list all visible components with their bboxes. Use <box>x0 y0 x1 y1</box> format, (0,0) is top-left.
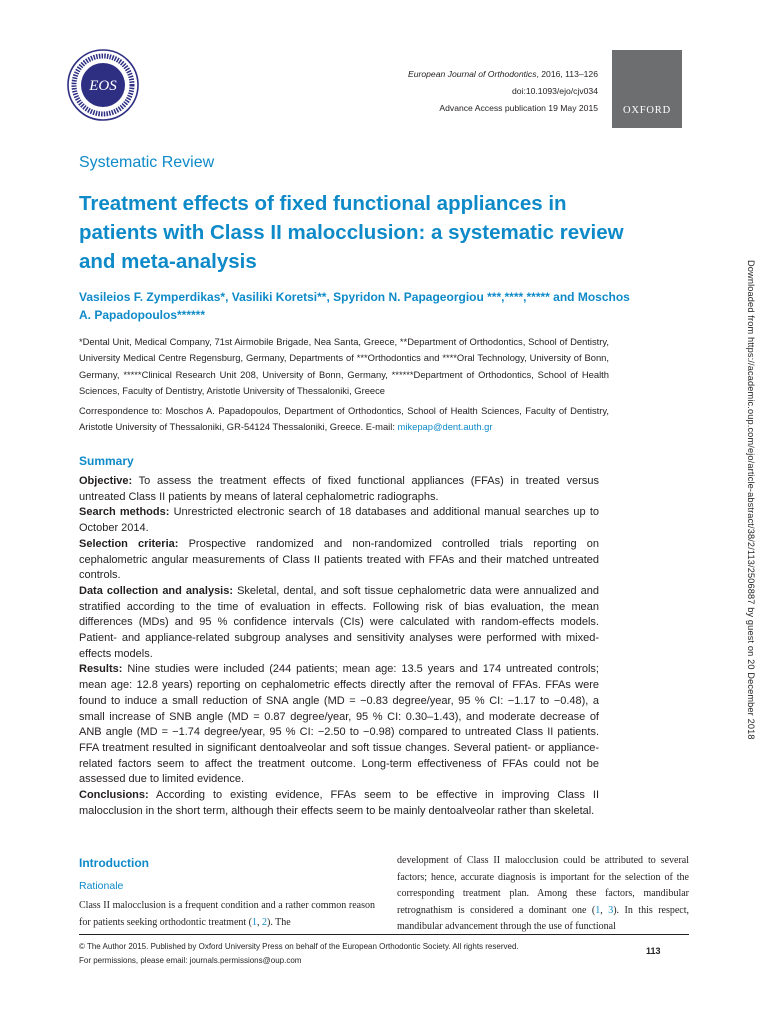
permissions: For permissions, please email: journals.permissions@oup.com <box>79 955 302 965</box>
col1-text-b: ). The <box>267 916 291 928</box>
col2-text-a: development of Class II malocclusion could be attributed to several factors; hence, accurate diagnosis is important for the selection of the corresponding treatment plan. Among these factors, mandibular retrognathism is considered a dominant one ( <box>397 855 689 916</box>
correspondence <box>79 403 609 436</box>
search-paragraph <box>79 505 599 536</box>
journal-volume-pages: , 2016, 113–126 <box>536 69 598 79</box>
results-label: Results: <box>79 663 123 676</box>
col2-text-b: ). In this respect, mandibular advancement through the use of functional <box>397 904 690 932</box>
data-paragraph <box>79 584 599 663</box>
publisher-name: OXFORD <box>623 105 671 116</box>
journal-name: European Journal of Orthodontics <box>407 69 537 79</box>
page-number: 113 <box>646 946 661 956</box>
download-note: Downloaded from https://academic.oup.com/ejo/article-abstract/38/2/113/2506887 by guest on 20 December 2018 <box>746 260 756 740</box>
objective-text: To assess the treatment effects of fixed functional appliances (FFAs) in treated versus untreated Class II patients by means of lateral cephalometric radiographs. <box>79 475 599 503</box>
objective-label: Objective: <box>79 475 133 487</box>
citation-link[interactable]: 3 <box>608 904 614 916</box>
correspondence-text: Correspondence to: Moschos A. Papadopoulos, Department of Orthodontics, School of Health Sciences, Faculty of Dentistry, Aristotle University of Thessaloniki, GR-54124 Thessaloniki, Greece. E-mail: <box>79 405 609 433</box>
col2-sep: , <box>600 904 609 916</box>
author-list: Vasileios F. Zymperdikas*, Vasiliki Koretsi**, Spyridon N. Papageorgiou ***,****,***** and Moschos A. Papadopoulos****** <box>79 290 630 322</box>
selection-text: Prospective randomized and non-randomized controlled trials reporting on cephalometric angular measurements of Class II patients treated with FFAs and their matched untreated controls. <box>79 537 599 582</box>
body-column-left <box>79 898 375 931</box>
journal-citation <box>238 66 598 117</box>
citation-link[interactable]: 2 <box>262 916 268 928</box>
objective-paragraph <box>79 474 599 505</box>
section-type: Systematic Review <box>79 154 215 171</box>
data-text: Skeletal, dental, and soft tissue cephalometric data were annualized and stratified according to the time of evaluation in effects. Following risk of bias evaluation, the mean differences (MDs) and 95 % confidence intervals (CIs) were calculated with random-effects models. Patient- and appliance-related subgroup analyses and sensitivity analyses were performed with mixed-effects models. <box>79 584 600 660</box>
citation-link[interactable]: 1 <box>252 916 258 928</box>
introduction-heading: Introduction <box>79 856 149 870</box>
summary-heading: Summary <box>79 454 134 468</box>
advance-access: Advance Access publication 19 May 2015 <box>439 103 598 113</box>
conclusions-label: Conclusions: <box>79 789 149 802</box>
citation-link[interactable]: 1 <box>595 904 601 916</box>
selection-label: Selection criteria: <box>79 537 179 550</box>
article-title: Treatment effects of fixed functional appliances in patients with Class II malocclusion: a systematic review and meta-analysis <box>79 192 624 273</box>
footer <box>79 940 519 967</box>
conclusions-text: According to existing evidence, FFAs seem to be effective in improving Class II malocclusion in the short term, although their effects seem to be mainly dentoalveolar rather than skeletal. <box>79 789 599 817</box>
affiliations: *Dental Unit, Medical Company, 71st Airmobile Brigade, Nea Santa, Greece, **Department of Orthodontics, School of Dentistry, University Medical Centre Regensburg, Germany, Departments of ***Orthodontics and ****Oral Technology, University of Bonn, Germany, *****Clinical Research Unit 208, University of Bonn, Germany, ******Department of Orthodontics, School of Health Sciences, Faculty of Dentistry, Aristotle University of Thessaloniki, Greece <box>79 336 609 397</box>
results-paragraph <box>79 662 599 788</box>
abstract <box>79 474 599 819</box>
publisher-logo <box>612 50 682 128</box>
search-text: Unrestricted electronic search of 18 databases and additional manual searches up to October 2014. <box>79 506 599 535</box>
body-column-right <box>397 853 689 936</box>
journal-logo <box>66 48 140 122</box>
results-text: Nine studies were included (244 patients; mean age: 13.5 years and 174 untreated controls; mean age: 12.8 years) reporting on cephalometric effects directly after the removal of FFAs. FFAs were found to induce a small reduction of SNA angle (MD = −0.83 degree/year, 95 % CI: −1.17 to −0.48), a small increase of SNB angle (MD = 0.87 degree/year, 95 % CI: 0.30–1.43), and moderate decrease of ANB angle (MD = −1.74 degree/year, 95 % CI: −2.50 to −0.98) compared to untreated Class II patients. FFA treatment resulted in significant dentoalveolar and soft tissue changes. Several patient- or appliance-related factors seem to affect the treatment outcome. Long-term effectiveness of FFAs could not be assessed due to limited evidence. <box>79 663 599 786</box>
logo-text: EOS <box>89 78 117 94</box>
col1-text-a: Class II malocclusion is a frequent condition and a rather common reason for patients seeking orthodontic treatment ( <box>79 900 375 928</box>
rationale-heading: Rationale <box>79 880 124 892</box>
copyright: © The Author 2015. Published by Oxford University Press on behalf of the European Orthodontic Society. All rights reserved. <box>79 942 519 951</box>
conclusions-paragraph <box>79 788 599 819</box>
download-watermark <box>744 260 756 800</box>
search-label: Search methods: <box>79 506 170 519</box>
email-link[interactable]: mikepap@dent.auth.gr <box>397 421 493 433</box>
doi[interactable]: doi:10.1093/ejo/cjv034 <box>511 86 598 96</box>
col1-sep: , <box>257 916 263 928</box>
selection-paragraph <box>79 537 599 584</box>
footer-divider <box>79 934 689 935</box>
data-label: Data collection and analysis: <box>79 584 234 597</box>
